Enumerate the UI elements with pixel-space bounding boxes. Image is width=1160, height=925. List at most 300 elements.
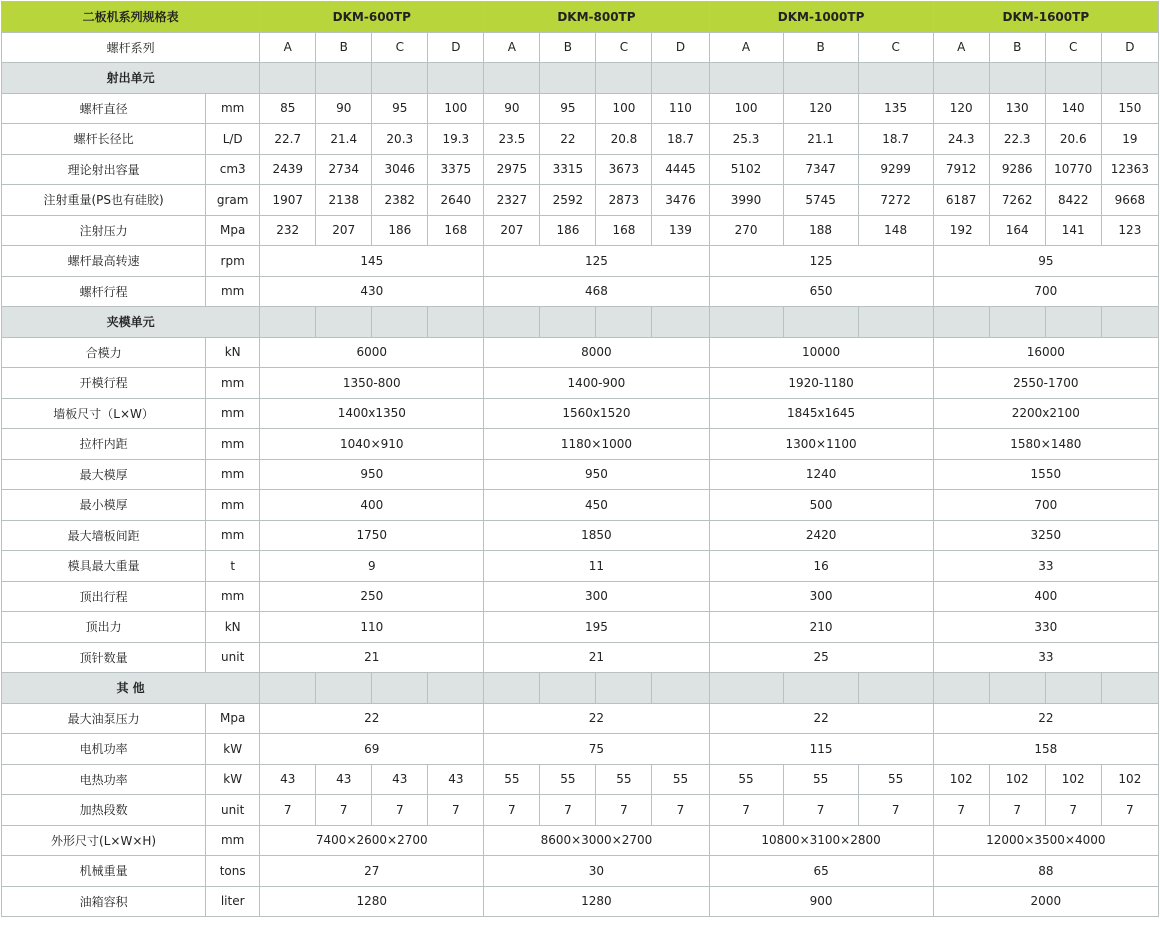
value-cell: 164 [989,215,1045,246]
value-cell: 2975 [484,154,540,185]
row-label: 注射压力 [2,215,206,246]
value-cell: 4445 [652,154,709,185]
row-unit: mm [206,398,260,429]
empty-cell [316,307,372,338]
value-cell: 7 [316,795,372,826]
value-cell: 95 [933,246,1158,277]
value-cell: 12363 [1101,154,1158,185]
value-cell: 135 [858,93,933,124]
value-cell: 88 [933,856,1158,887]
value-cell: 2640 [428,185,484,216]
value-cell: 1240 [709,459,933,490]
value-cell: 232 [260,215,316,246]
model-header: DKM-1000TP [709,2,933,33]
value-cell: 27 [260,856,484,887]
value-cell: 43 [428,764,484,795]
value-cell: 55 [652,764,709,795]
row-label: 外形尺寸(L×W×H) [2,825,206,856]
value-cell: 1850 [484,520,709,551]
row-label: 最大模厚 [2,459,206,490]
value-cell: 43 [260,764,316,795]
value-cell: 25 [709,642,933,673]
value-cell: 22.7 [260,124,316,155]
value-cell: 3315 [540,154,596,185]
row-label: 螺杆直径 [2,93,206,124]
row-unit: unit [206,642,260,673]
value-cell: 7 [989,795,1045,826]
value-cell: 7 [652,795,709,826]
value-cell: 8600×3000×2700 [484,825,709,856]
value-cell: 102 [1045,764,1101,795]
row-unit: mm [206,368,260,399]
series-cell: B [783,32,858,63]
value-cell: 2138 [316,185,372,216]
value-cell: 1350-800 [260,368,484,399]
empty-cell [709,307,783,338]
empty-cell [1101,63,1158,94]
value-cell: 2000 [933,886,1158,917]
value-cell: 1400x1350 [260,398,484,429]
value-cell: 33 [933,551,1158,582]
section-title: 其 他 [2,673,260,704]
table-row [2,398,1159,429]
value-cell: 22 [540,124,596,155]
table-row [2,612,1159,643]
value-cell: 145 [260,246,484,277]
value-cell: 55 [484,764,540,795]
value-cell: 65 [709,856,933,887]
table-row [2,703,1159,734]
table-row [2,429,1159,460]
row-unit: mm [206,581,260,612]
row-unit: liter [206,886,260,917]
series-cell: C [858,32,933,63]
series-cell: D [1101,32,1158,63]
value-cell: 10800×3100×2800 [709,825,933,856]
value-cell: 9286 [989,154,1045,185]
value-cell: 2873 [596,185,652,216]
value-cell: 130 [989,93,1045,124]
value-cell: 3990 [709,185,783,216]
value-cell: 270 [709,215,783,246]
table-title: 二板机系列规格表 [2,2,260,33]
value-cell: 90 [484,93,540,124]
value-cell: 1280 [484,886,709,917]
row-unit: L/D [206,124,260,155]
value-cell: 7 [372,795,428,826]
value-cell: 125 [484,246,709,277]
value-cell: 8422 [1045,185,1101,216]
row-label: 机械重量 [2,856,206,887]
series-row [2,32,1159,63]
row-label: 螺杆行程 [2,276,206,307]
value-cell: 950 [484,459,709,490]
empty-cell [858,673,933,704]
value-cell: 55 [858,764,933,795]
value-cell: 210 [709,612,933,643]
value-cell: 500 [709,490,933,521]
value-cell: 2734 [316,154,372,185]
empty-cell [933,673,989,704]
row-unit: mm [206,429,260,460]
series-cell: B [989,32,1045,63]
row-label: 模具最大重量 [2,551,206,582]
row-unit: mm [206,490,260,521]
empty-cell [540,307,596,338]
row-unit: kW [206,734,260,765]
model-header: DKM-600TP [260,2,484,33]
empty-cell [709,673,783,704]
empty-cell [989,307,1045,338]
value-cell: 158 [933,734,1158,765]
table-row [2,886,1159,917]
value-cell: 1750 [260,520,484,551]
table-row [2,93,1159,124]
table-row [2,764,1159,795]
table-row [2,520,1159,551]
value-cell: 2439 [260,154,316,185]
value-cell: 123 [1101,215,1158,246]
title-row [2,2,1159,33]
value-cell: 110 [652,93,709,124]
empty-cell [260,307,316,338]
row-label: 顶出力 [2,612,206,643]
value-cell: 7262 [989,185,1045,216]
value-cell: 207 [484,215,540,246]
row-label: 最小模厚 [2,490,206,521]
value-cell: 100 [596,93,652,124]
table-row [2,856,1159,887]
value-cell: 21.4 [316,124,372,155]
value-cell: 330 [933,612,1158,643]
table-row [2,276,1159,307]
value-cell: 23.5 [484,124,540,155]
value-cell: 950 [260,459,484,490]
value-cell: 7 [709,795,783,826]
value-cell: 22 [260,703,484,734]
empty-cell [858,63,933,94]
value-cell: 120 [783,93,858,124]
series-cell: B [540,32,596,63]
empty-cell [260,63,316,94]
empty-cell [709,63,783,94]
value-cell: 7 [540,795,596,826]
value-cell: 2592 [540,185,596,216]
value-cell: 102 [1101,764,1158,795]
value-cell: 6187 [933,185,989,216]
value-cell: 7 [428,795,484,826]
table-row [2,215,1159,246]
value-cell: 24.3 [933,124,989,155]
empty-cell [933,307,989,338]
value-cell: 3375 [428,154,484,185]
value-cell: 43 [316,764,372,795]
table-row [2,124,1159,155]
series-cell: A [933,32,989,63]
value-cell: 168 [596,215,652,246]
value-cell: 1040×910 [260,429,484,460]
value-cell: 18.7 [652,124,709,155]
table-row [2,642,1159,673]
empty-cell [989,63,1045,94]
empty-cell [783,307,858,338]
row-unit: mm [206,520,260,551]
value-cell: 192 [933,215,989,246]
table-row [2,581,1159,612]
empty-cell [484,63,540,94]
value-cell: 7912 [933,154,989,185]
value-cell: 700 [933,490,1158,521]
value-cell: 2327 [484,185,540,216]
value-cell: 450 [484,490,709,521]
empty-cell [428,307,484,338]
value-cell: 9668 [1101,185,1158,216]
table-row [2,337,1159,368]
row-label: 最大墙板间距 [2,520,206,551]
value-cell: 250 [260,581,484,612]
row-unit: Mpa [206,703,260,734]
value-cell: 2382 [372,185,428,216]
series-cell: B [316,32,372,63]
series-cell: C [1045,32,1101,63]
value-cell: 11 [484,551,709,582]
value-cell: 207 [316,215,372,246]
row-label: 合模力 [2,337,206,368]
row-label: 拉杆内距 [2,429,206,460]
row-unit: mm [206,825,260,856]
empty-cell [484,307,540,338]
empty-cell [652,307,709,338]
value-cell: 102 [989,764,1045,795]
series-cell: C [372,32,428,63]
table-row [2,551,1159,582]
value-cell: 25.3 [709,124,783,155]
value-cell: 6000 [260,337,484,368]
value-cell: 5745 [783,185,858,216]
empty-cell [596,673,652,704]
row-label: 墙板尺寸（L×W） [2,398,206,429]
series-cell: C [596,32,652,63]
row-label: 加热段数 [2,795,206,826]
value-cell: 2550-1700 [933,368,1158,399]
value-cell: 7347 [783,154,858,185]
empty-cell [484,673,540,704]
value-cell: 19 [1101,124,1158,155]
value-cell: 90 [316,93,372,124]
row-label: 螺杆最高转速 [2,246,206,277]
section-header-row [2,673,1159,704]
value-cell: 19.3 [428,124,484,155]
row-unit: kW [206,764,260,795]
value-cell: 468 [484,276,709,307]
value-cell: 16 [709,551,933,582]
empty-cell [540,63,596,94]
value-cell: 85 [260,93,316,124]
value-cell: 75 [484,734,709,765]
row-unit: gram [206,185,260,216]
empty-cell [1101,673,1158,704]
value-cell: 700 [933,276,1158,307]
empty-cell [1101,307,1158,338]
value-cell: 22 [709,703,933,734]
value-cell: 139 [652,215,709,246]
value-cell: 110 [260,612,484,643]
value-cell: 95 [540,93,596,124]
row-label: 油箱容积 [2,886,206,917]
value-cell: 9299 [858,154,933,185]
model-header: DKM-1600TP [933,2,1158,33]
row-unit: t [206,551,260,582]
value-cell: 195 [484,612,709,643]
row-unit: mm [206,459,260,490]
value-cell: 120 [933,93,989,124]
value-cell: 22 [933,703,1158,734]
table-row [2,185,1159,216]
table-row [2,734,1159,765]
value-cell: 7 [260,795,316,826]
value-cell: 16000 [933,337,1158,368]
value-cell: 30 [484,856,709,887]
empty-cell [316,63,372,94]
value-cell: 12000×3500×4000 [933,825,1158,856]
empty-cell [372,63,428,94]
value-cell: 3673 [596,154,652,185]
value-cell: 7 [1101,795,1158,826]
value-cell: 140 [1045,93,1101,124]
value-cell: 21.1 [783,124,858,155]
row-label: 开模行程 [2,368,206,399]
row-unit: mm [206,93,260,124]
value-cell: 1180×1000 [484,429,709,460]
row-unit: mm [206,276,260,307]
empty-cell [783,673,858,704]
section-title: 夹模单元 [2,307,260,338]
section-header-row [2,63,1159,94]
table-row [2,246,1159,277]
empty-cell [1045,673,1101,704]
row-unit: Mpa [206,215,260,246]
series-cell: D [428,32,484,63]
empty-cell [858,307,933,338]
value-cell: 21 [484,642,709,673]
value-cell: 1920-1180 [709,368,933,399]
value-cell: 5102 [709,154,783,185]
value-cell: 1580×1480 [933,429,1158,460]
row-unit: tons [206,856,260,887]
value-cell: 7272 [858,185,933,216]
empty-cell [652,63,709,94]
series-cell: A [709,32,783,63]
value-cell: 55 [783,764,858,795]
row-unit: kN [206,337,260,368]
value-cell: 1560x1520 [484,398,709,429]
value-cell: 43 [372,764,428,795]
value-cell: 1280 [260,886,484,917]
row-unit: cm3 [206,154,260,185]
value-cell: 7 [783,795,858,826]
value-cell: 20.3 [372,124,428,155]
series-cell: A [484,32,540,63]
value-cell: 1550 [933,459,1158,490]
table-row [2,459,1159,490]
empty-cell [1045,307,1101,338]
empty-cell [428,63,484,94]
row-label: 螺杆系列 [2,32,260,63]
value-cell: 55 [596,764,652,795]
table-row [2,368,1159,399]
value-cell: 148 [858,215,933,246]
empty-cell [372,673,428,704]
section-title: 射出单元 [2,63,260,94]
value-cell: 650 [709,276,933,307]
row-label: 电热功率 [2,764,206,795]
value-cell: 186 [372,215,428,246]
value-cell: 100 [709,93,783,124]
table-row [2,825,1159,856]
value-cell: 10000 [709,337,933,368]
value-cell: 3250 [933,520,1158,551]
value-cell: 186 [540,215,596,246]
value-cell: 900 [709,886,933,917]
value-cell: 150 [1101,93,1158,124]
model-header: DKM-800TP [484,2,709,33]
empty-cell [933,63,989,94]
value-cell: 33 [933,642,1158,673]
value-cell: 10770 [1045,154,1101,185]
value-cell: 9 [260,551,484,582]
value-cell: 3476 [652,185,709,216]
table-row [2,490,1159,521]
value-cell: 300 [709,581,933,612]
row-unit: rpm [206,246,260,277]
value-cell: 1400-900 [484,368,709,399]
value-cell: 100 [428,93,484,124]
value-cell: 55 [709,764,783,795]
value-cell: 1845x1645 [709,398,933,429]
row-label: 顶出行程 [2,581,206,612]
value-cell: 7400×2600×2700 [260,825,484,856]
value-cell: 55 [540,764,596,795]
row-label: 螺杆长径比 [2,124,206,155]
row-unit: kN [206,612,260,643]
value-cell: 20.6 [1045,124,1101,155]
row-unit: unit [206,795,260,826]
value-cell: 20.8 [596,124,652,155]
value-cell: 188 [783,215,858,246]
empty-cell [260,673,316,704]
empty-cell [652,673,709,704]
value-cell: 2420 [709,520,933,551]
spec-table [1,1,1159,917]
value-cell: 400 [260,490,484,521]
empty-cell [316,673,372,704]
value-cell: 7 [858,795,933,826]
row-label: 顶针数量 [2,642,206,673]
value-cell: 430 [260,276,484,307]
value-cell: 7 [1045,795,1101,826]
value-cell: 7 [484,795,540,826]
empty-cell [783,63,858,94]
value-cell: 400 [933,581,1158,612]
section-header-row [2,307,1159,338]
empty-cell [596,63,652,94]
value-cell: 95 [372,93,428,124]
series-cell: D [652,32,709,63]
value-cell: 125 [709,246,933,277]
empty-cell [596,307,652,338]
value-cell: 141 [1045,215,1101,246]
value-cell: 3046 [372,154,428,185]
